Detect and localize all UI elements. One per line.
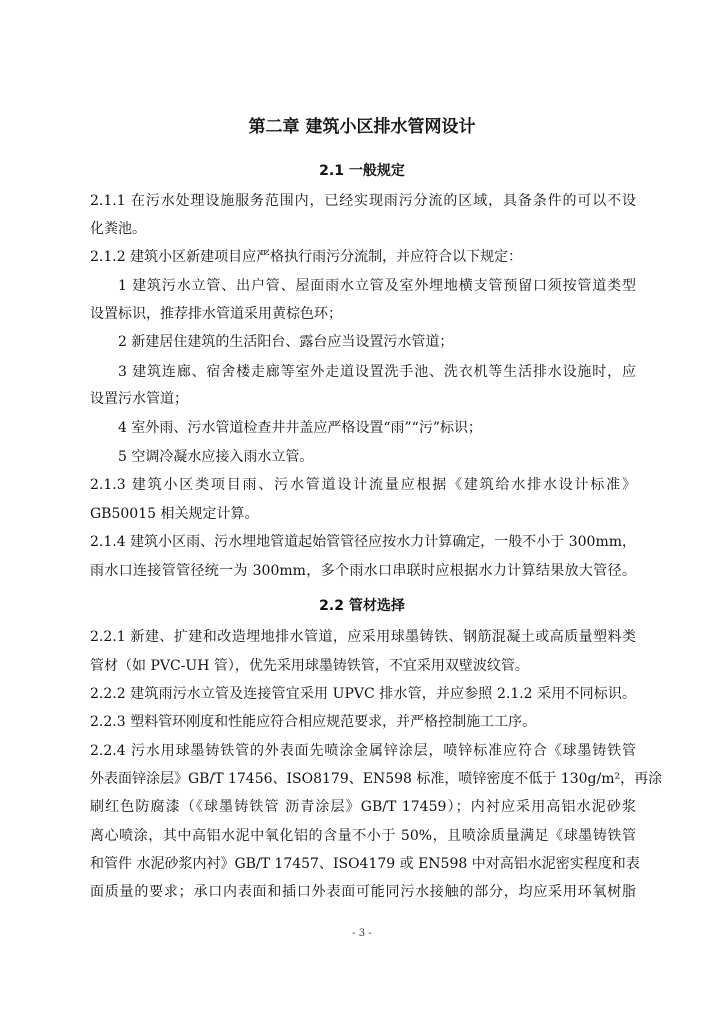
clause-2-2-1-line-2: 管材（如 PVC-UH 管），优先采用球墨铸铁管，不宜采用双壁波纹管。 — [90, 658, 529, 674]
clause-2-2-1-line-1: 2.2.1 新建、扩建和改造埋地排水管道，应采用球墨铸铁、钢筋混凝土或高质量塑料类 — [90, 629, 636, 645]
clause-2-1-1-line-1: 2.1.1 在污水处理设施服务范围内，已经实现雨污分流的区域，具备条件的可以不设 — [90, 193, 636, 209]
item-3-line-2: 设置污水管道； — [90, 391, 188, 407]
clause-2-2-3: 2.2.3 塑料管环刚度和性能应符合相应规范要求，并严格控制施工工序。 — [90, 714, 537, 730]
clause-2-2-4-line-2: 外表面锌涂层》GB/T 17456、ISO8179、EN598 标准，喷锌密度不低于 130g/m²，再涂 — [90, 771, 663, 787]
item-1-line-1: 1 建筑污水立管、出户管、屋面雨水立管及室外埋地横支管预留口须按管道类型 — [118, 278, 636, 294]
clause-2-1-3-line-1: 2.1.3 建筑小区类项目雨、污水管道设计流量应根据《建筑给水排水设计标准》 — [90, 477, 636, 493]
page-number: - 3 - — [352, 928, 372, 939]
clause-2-2-2: 2.2.2 建筑雨污水立管及连接管宜采用 UPVC 排水管，并应参照 2.1.2 采用不同标识。 — [90, 686, 636, 702]
item-1-line-2: 设置标识，推荐排水管道采用黄棕色环； — [90, 306, 342, 322]
item-5: 5 空调冷凝水应接入雨水立管。 — [118, 449, 314, 465]
clause-2-1-3-line-2: GB50015 相关规定计算。 — [90, 506, 259, 522]
clause-2-2-4-line-6: 面质量的要求；承口内表面和插口外表面可能同污水接触的部分，均应采用环氧树脂 — [90, 884, 636, 900]
clause-2-2-4-line-3: 刷红色防腐漆（《球墨铸铁管 沥青涂层》GB/T 17459）；内衬应采用高铝水泥砂浆 — [90, 799, 636, 815]
clause-2-1-1-line-2: 化粪池。 — [90, 221, 146, 237]
section-heading-2-2: 2.2 管材选择 — [319, 598, 405, 614]
item-3-line-1: 3 建筑连廊、宿舍楼走廊等室外走道设置洗手池、洗衣机等生活排水设施时，应 — [118, 364, 636, 380]
clause-2-2-4-line-1: 2.2.4 污水用球墨铸铁管的外表面先喷涂金属锌涂层，喷锌标准应符合《球墨铸铁管 — [90, 743, 636, 759]
item-2: 2 新建居住建筑的生活阳台、露台应当设置污水管道； — [118, 334, 454, 350]
clause-2-1-4-line-1: 2.1.4 建筑小区雨、污水埋地管道起始管管径应按水力计算确定，一般不小于 300mm， — [90, 534, 636, 550]
section-heading-2-1: 2.1 一般规定 — [319, 163, 405, 179]
clause-2-2-4-line-4: 离心喷涂，其中高铝水泥中氧化铝的含量不小于 50%，且喷涂质量满足《球墨铸铁管 — [90, 828, 636, 844]
clause-2-2-4-line-5: 和管件 水泥砂浆内衬》GB/T 17457、ISO4179 或 EN598 中对高铝水泥密实程度和表 — [90, 856, 640, 872]
item-4: 4 室外雨、污水管道检查井井盖应严格设置“雨”“污”标识； — [118, 420, 482, 436]
clause-2-1-2: 2.1.2 建筑小区新建项目应严格执行雨污分流制，并应符合以下规定： — [90, 249, 523, 265]
clause-2-1-4-line-2: 雨水口连接管管径统一为 300mm，多个雨水口串联时应根据水力计算结果放大管径。 — [90, 563, 636, 579]
chapter-title: 第二章 建筑小区排水管网设计 — [248, 117, 476, 137]
